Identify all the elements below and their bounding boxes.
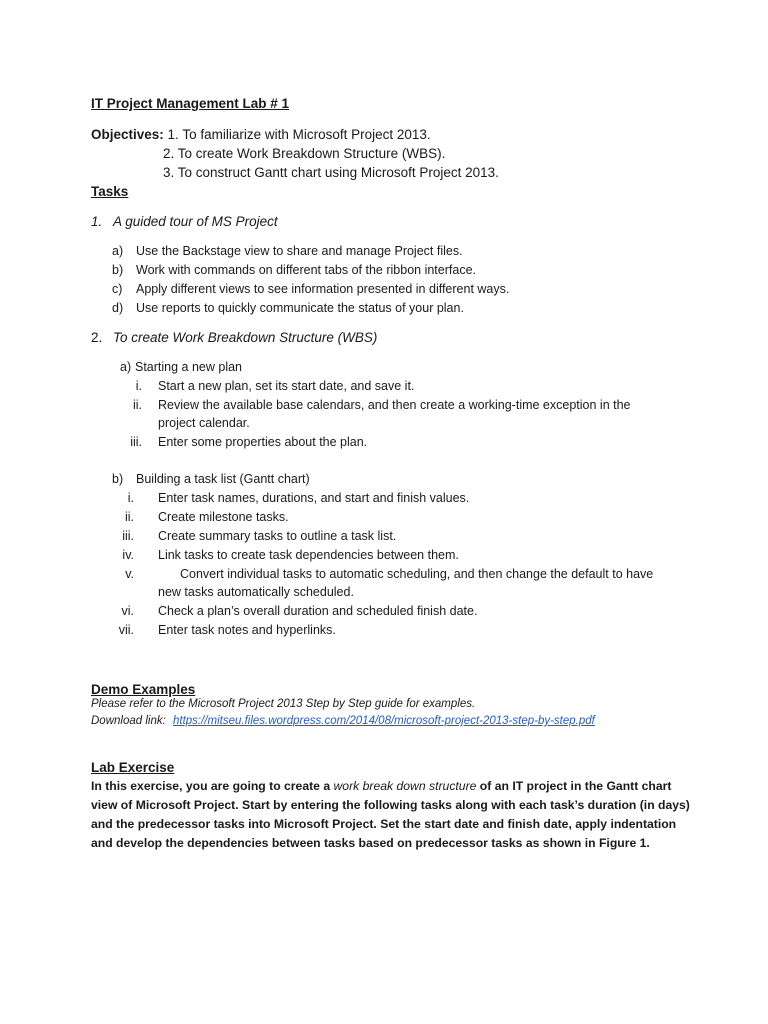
objective-text: To familiarize with Microsoft Project 2013. xyxy=(182,127,431,142)
list-item-label: vii. xyxy=(118,623,134,637)
list-item-text: Use the Backstage view to share and manage Project files. xyxy=(136,244,463,258)
subsection-a-title xyxy=(120,359,242,375)
list-item-label: i. xyxy=(127,491,134,505)
list-item-text: Start a new plan, set its start date, and save it. xyxy=(158,379,415,393)
download-line xyxy=(91,714,595,729)
section-title-text: A guided tour of MS Project xyxy=(113,214,278,229)
lab-strong: IT project xyxy=(512,779,568,793)
list-item-label: v. xyxy=(125,567,134,581)
list-item xyxy=(120,378,680,394)
subsection-label: b) xyxy=(112,472,124,486)
objective-text: To construct Gantt chart using Microsoft Project 2013. xyxy=(177,165,499,180)
list-item xyxy=(112,490,682,506)
list-item-label: vi. xyxy=(121,604,134,618)
list-item xyxy=(112,622,682,638)
objective-num: 1. xyxy=(167,127,179,142)
objective-num: 3. xyxy=(163,165,175,180)
list-item-label: b) xyxy=(112,263,124,277)
lab-text: in the Gantt chart xyxy=(567,779,672,793)
section-title-text: To create Work Breakdown Structure (WBS) xyxy=(113,330,378,345)
list-item xyxy=(120,434,680,450)
lab-text: . xyxy=(646,836,650,850)
list-item xyxy=(120,397,680,431)
subsection-text: Starting a new plan xyxy=(135,360,243,374)
list-item-text: Create summary tasks to outline a task list. xyxy=(158,529,397,543)
objectives-line-2 xyxy=(163,145,445,162)
lab-paragraph-line-3: and the predecessor tasks into Microsoft Project. Set the start date and finish date, apply indentation xyxy=(91,817,677,831)
download-link[interactable]: https://mitseu.files.wordpress.com/2014/08/microsoft-project-2013-step-by-step.pdf xyxy=(173,715,595,727)
objective-num: 2. xyxy=(163,146,175,161)
lab-paragraph-line-1 xyxy=(91,777,671,796)
list-item-label: c) xyxy=(112,282,123,296)
list-item-text: Enter some properties about the plan. xyxy=(158,435,368,449)
demo-note: Please refer to the Microsoft Project 2013 Step by Step guide for examples. xyxy=(91,698,476,710)
section-number: 2. xyxy=(91,330,103,345)
list-item-continuation: project calendar. xyxy=(158,416,250,430)
list-item-label: a) xyxy=(112,244,124,258)
list-item xyxy=(112,603,682,619)
list-item-text: Enter task names, durations, and start and finish values. xyxy=(158,491,470,505)
list-item-label: ii. xyxy=(124,510,134,524)
lab-text: of an xyxy=(476,779,513,793)
section-2-title xyxy=(91,329,377,346)
figure-reference: Figure 1 xyxy=(598,836,647,850)
list-item-label: iii. xyxy=(130,435,142,449)
download-label: Download link: xyxy=(91,715,166,727)
section-1-title xyxy=(91,213,278,230)
list-item-label: iii. xyxy=(122,529,134,543)
section-number: 1. xyxy=(91,214,103,229)
lab-text: In this exercise, you are going to create a xyxy=(91,779,334,793)
subsection-label: a) xyxy=(120,360,132,374)
tasks-heading: Tasks xyxy=(91,184,129,199)
lab-emphasis: work break down structure xyxy=(333,779,477,793)
list-item-text: Enter task notes and hyperlinks. xyxy=(158,623,336,637)
list-item xyxy=(112,281,509,297)
demo-examples-heading: Demo Examples xyxy=(91,682,196,697)
lab-text: and develop the dependencies between tasks based on predecessor tasks as shown in xyxy=(91,836,599,850)
list-item-text: Use reports to quickly communicate the status of your plan. xyxy=(136,301,464,315)
list-item-text: Convert individual tasks to automatic scheduling, and then change the default to have xyxy=(180,567,654,581)
page-title: IT Project Management Lab # 1 xyxy=(91,96,290,111)
list-item-text: Check a plan’s overall duration and scheduled finish date. xyxy=(158,604,478,618)
objectives-label: Objectives: xyxy=(91,127,164,142)
list-item xyxy=(112,566,682,600)
list-item-text: Link tasks to create task dependencies between them. xyxy=(158,548,459,562)
objectives-line-3 xyxy=(163,164,499,181)
subsection-text: Building a task list (Gantt chart) xyxy=(136,472,310,486)
list-item xyxy=(112,528,682,544)
list-item-label: d) xyxy=(112,301,124,315)
objective-text: To create Work Breakdown Structure (WBS). xyxy=(177,146,446,161)
list-item-text: Create milestone tasks. xyxy=(158,510,289,524)
list-item xyxy=(112,509,682,525)
list-item-label: iv. xyxy=(122,548,134,562)
list-item-label: i. xyxy=(135,379,142,393)
subsection-b-title xyxy=(112,471,310,487)
lab-paragraph-line-4 xyxy=(91,834,650,853)
list-item xyxy=(112,547,682,563)
list-item xyxy=(112,243,463,259)
list-item-text: Work with commands on different tabs of the ribbon interface. xyxy=(136,263,476,277)
list-item-continuation: new tasks automatically scheduled. xyxy=(158,585,354,599)
list-item-text: Apply different views to see information presented in different ways. xyxy=(136,282,510,296)
list-item-label: ii. xyxy=(132,398,142,412)
lab-paragraph-line-2: view of Microsoft Project. Start by entering the following tasks along with each task’s duration (in days) xyxy=(91,798,690,812)
list-item-text: Review the available base calendars, and then create a working-time exception in the xyxy=(158,398,631,412)
list-item xyxy=(112,262,476,278)
lab-exercise-heading: Lab Exercise xyxy=(91,760,175,775)
list-item xyxy=(112,300,464,316)
objectives-line-1 xyxy=(91,126,431,143)
